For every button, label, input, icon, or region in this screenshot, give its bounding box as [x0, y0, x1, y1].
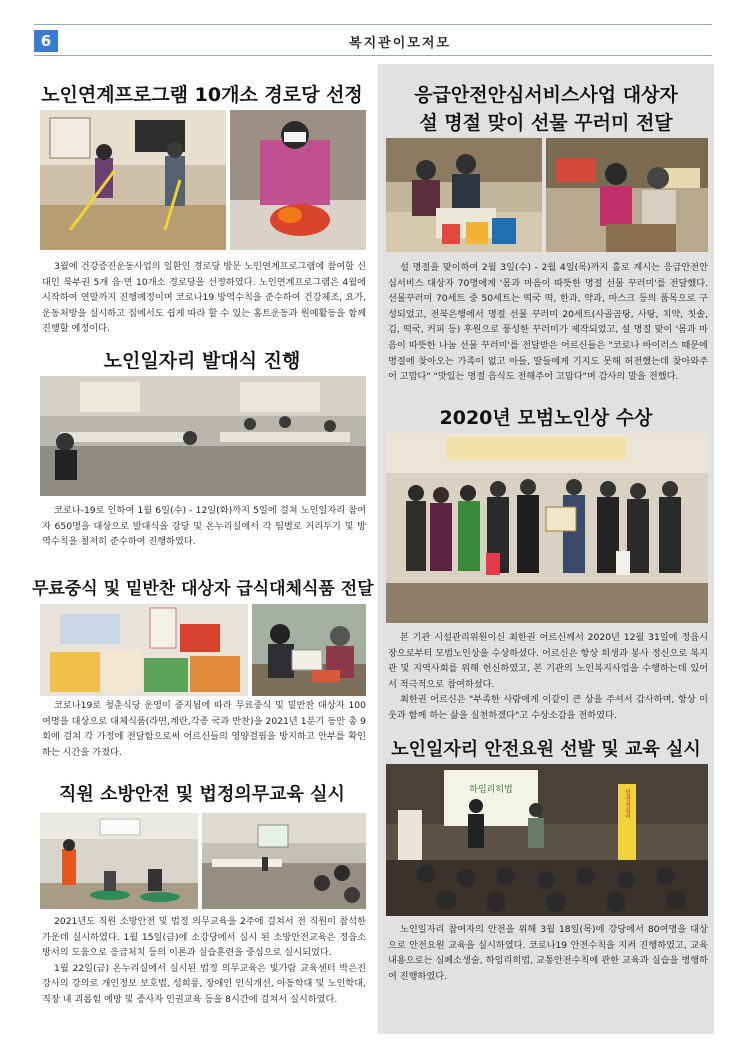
article6-body-text-1: 본 기관 시설관리위원이신 최한권 어르신께서 2020년 12월 31일에 정읍시장으로부터 모범노인상을 수상하셨다. 어르신은 항상 희생과 봉사 정신으로 복지관 및 지역사회를 위해 헌신하였고, 본 기관의 노인복지사업을 수행하는데 있어서 적극적으로 참여하셨다.	[388, 632, 708, 690]
article3-body-text: 코로나19로 청춘식당 운영이 중지됨에 따라 무료중식 및 밑반찬 대상자 100여명을 대상으로 대체식품(라면,계란,각종 국과 반찬)을 2021년 1분기 동안 총 9회에 걸쳐 각 가정에 전달함으로써 어르신들의 영양결핍을 방지하고 안부를 확인하는 시간을 가졌다.	[42, 700, 366, 758]
article6-photo	[386, 433, 708, 623]
article5-body	[388, 260, 708, 385]
article4-photo-right	[202, 813, 366, 909]
article4-body-text-2: 1월 22일(금) 온누리실에서 실시된 법정 의무교육은 빛가람 교육센터 박은진 강사의 강의로 개인정보 보호법, 성희롱, 장애인 인식개선, 아동학대 및 노인학대, 직장 내 괴롭힘 예방 및 종사자 인권교육 등을 8시간에 걸쳐서 실시하였다.	[42, 962, 366, 1005]
article4-photo-left	[40, 813, 198, 909]
article3-body	[42, 698, 366, 760]
article1-body-text: 3월에 건강증진운동사업의 일환인 경로당 방문 노인연계프로그램에 참여할 신대인 북부권 5개 읍·면 10개소 경로당을 선정하였다. 노인연계프로그램은 4월에 시작하여 연말까지 진행예정이며 코로나19 방역수칙을 준수하여 건강체조, 요가, 운동처방을 실시하고 집에서도 쉽게 따라 할 수 있는 홈트운동과 원예활동을 함께 진행할 예정이다.	[42, 261, 366, 335]
article3-title: 무료중식 및 밑반찬 대상자 급식대체식품 전달	[32, 579, 374, 599]
article1-photo-left	[40, 110, 226, 250]
article3-photo-right	[252, 604, 366, 696]
header-rule-bottom	[34, 55, 712, 56]
article5-body-text: 설 명절을 맞이하여 2월 3일(수) - 2월 4일(목)까지 홀로 계시는 응급안전안심서비스 대상자 70명에게 '몸과 마음이 따뜻한 명절 선물 꾸러미'를 전달했다. 선물꾸러미 70세트 중 50세트는 떡국 떡, 한과, 약과, 마스크 등의 품목으로 구성되었고, 전북은행에서 명절 선물 꾸러미 20세트(사골곰탕, 사탕, 치약, 칫솔, 김, 떡국, 커피 등) 후원으로 풍성한 꾸러미가 제작되었고, 설 명절 맞이 '몸과 마음이 따뜻한 나눔 선물 꾸러미'를 전달받은 어르신들은 "코로나 바이러스 때문에 명절에 찾아오는 가족이 없고 아들, 딸들에게 기지도 못해 허전했는데 찾아와주어 고맙다" "맛있는 명절 음식도 전해주어 고맙다"며 감사의 말을 전했다.	[388, 262, 708, 383]
article5-photo-right	[546, 138, 708, 252]
article5-photo-left	[386, 138, 542, 252]
article6-title: 2020년 모범노인상 수상	[439, 407, 653, 429]
article2-body-text: 코로나-19로 인하여 1월 6일(수) - 12일(화)까지 5일에 걸쳐 노인일자리 참여자 650명을 대상으로 발대식을 강당 및 온누리실에서 각 팀별로 거리두기 및 방역수칙을 철저히 준수하여 진행하였다.	[42, 505, 366, 548]
article1-photo-right	[230, 110, 366, 250]
article3-photo-left	[40, 604, 248, 696]
article2-photo	[40, 376, 366, 496]
article4-body-text-1: 2021년도 직원 소방안전 및 법정 의무교육을 2주에 걸쳐서 전 직원이 참석한 가운데 실시하였다. 1월 15일(금)에 소강당에서 실시 된 소방안전교육은 정읍소방서의 도움으로 응급처치 등의 이론과 실습훈련을 중심으로 실시되었다.	[42, 916, 366, 959]
article7-title: 노인일자리 안전요원 선발 및 교육 실시	[391, 739, 701, 760]
article7-banner-text: 인권지킴이	[623, 789, 631, 819]
article2-title: 노인일자리 발대식 진행	[103, 350, 301, 372]
article7-body	[388, 922, 708, 984]
article6-body	[388, 630, 708, 724]
article7-body-text: 노인일자리 참여자의 안전을 위해 3월 18일(목)에 강당에서 80여명을 대상으로 안전요원 교육을 실시하였다. 코로나19 안전수칙을 지켜 진행하였고, 교육내용으로는 심폐소생술, 하임리히법, 교통안전수칙에 관한 교육과 실습을 병행하여 진행하였다.	[388, 924, 708, 982]
article7-screen-text: 하임리히법	[469, 785, 513, 795]
article5-title-line2: 설 명절 맞이 선물 꾸러미 전달	[419, 112, 673, 134]
article6-body-text-2: 최한권 어르신은 "부족한 사람에게 이같이 큰 상을 주셔서 감사하며, 항상 이웃과 함께 하는 삶을 실천하겠다"고 수상소감을 전하였다.	[388, 694, 708, 721]
page-number: 6	[34, 30, 58, 52]
header-rule-top	[34, 24, 712, 25]
article2-body	[42, 503, 366, 550]
article1-title: 노인연계프로그램 10개소 경로당 선정	[41, 84, 363, 106]
article4-title: 직원 소방안전 및 법정의무교육 실시	[59, 784, 345, 805]
article4-body	[42, 914, 366, 1008]
article1-body	[42, 259, 366, 337]
publication-name: 복지관이모저모	[349, 36, 451, 51]
article5-title-line1: 응급안전안심서비스사업 대상자	[414, 84, 678, 106]
article7-photo	[386, 764, 708, 916]
